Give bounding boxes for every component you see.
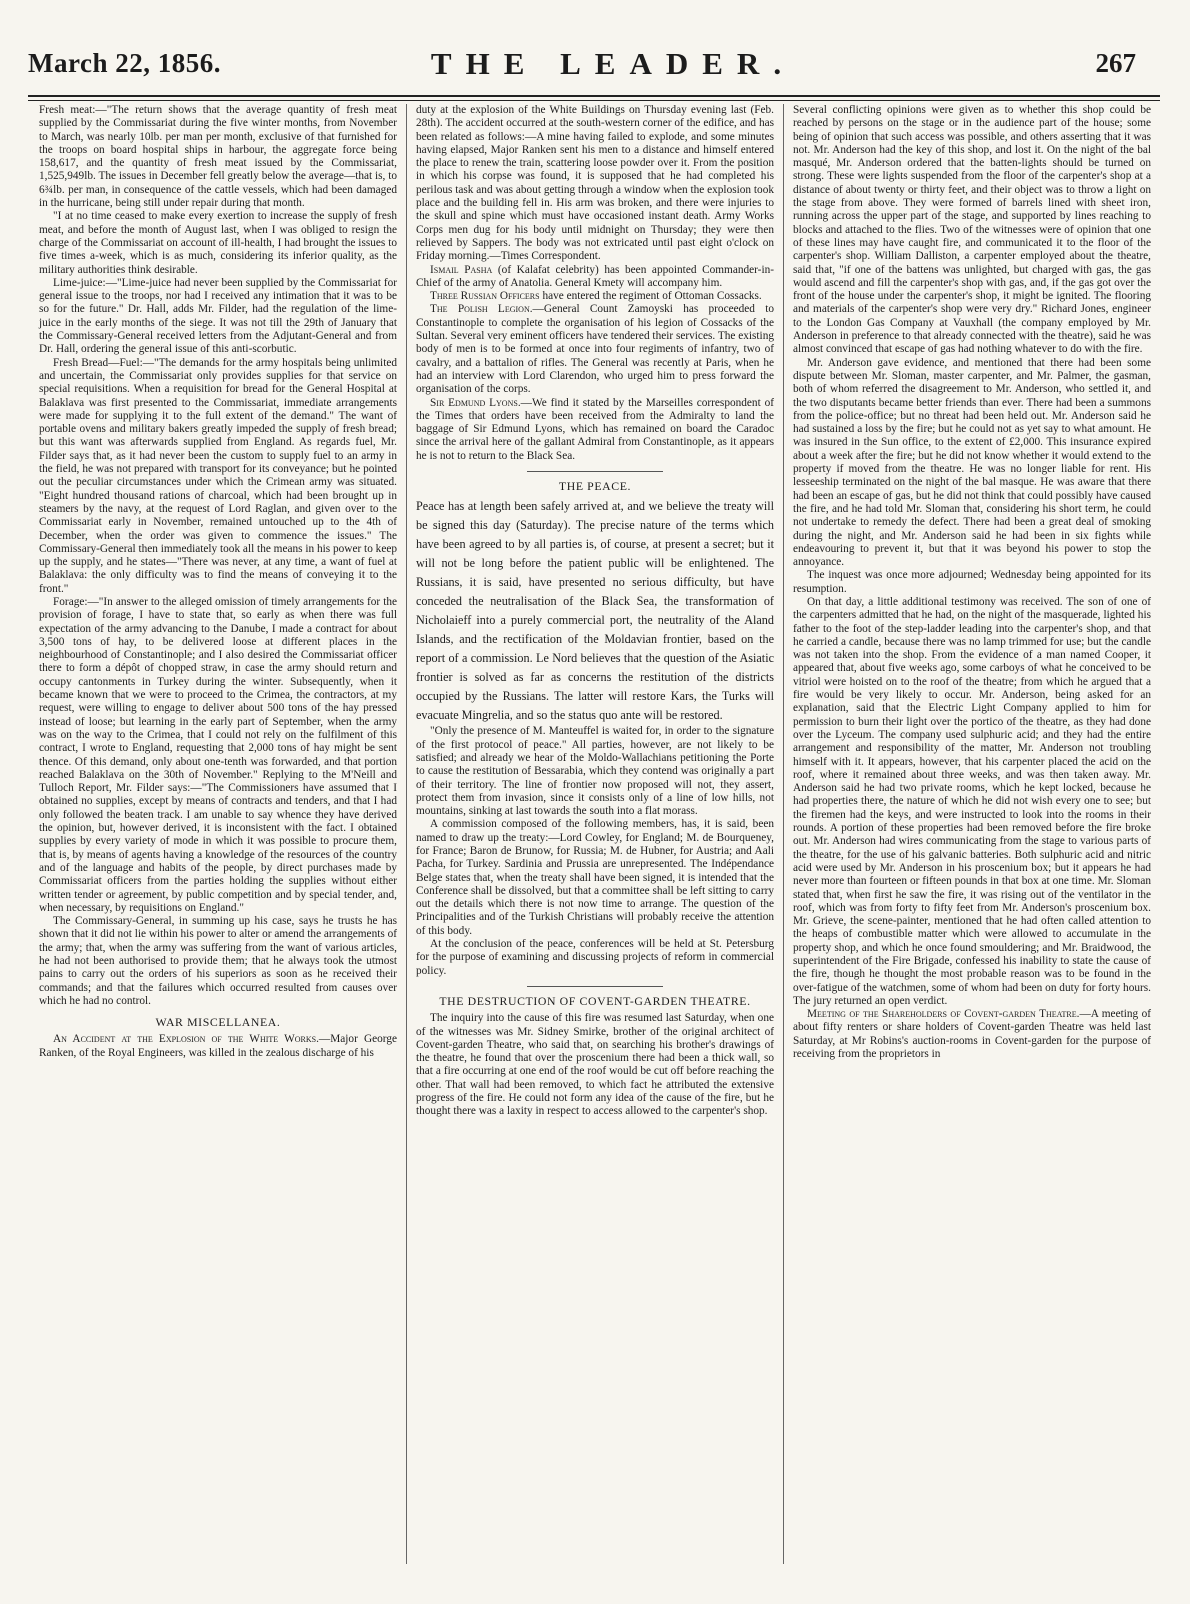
section-heading-war-miscellanea: WAR MISCELLANEA. bbox=[155, 1015, 281, 1030]
paragraph bbox=[416, 290, 774, 303]
issue-date: March 22, 1856. bbox=[28, 48, 221, 78]
paragraph-lead: An Accident at the Explosion of the White Works. bbox=[53, 1033, 319, 1046]
page-number: 267 bbox=[1095, 48, 1136, 78]
column-3 bbox=[783, 104, 1160, 1564]
text-columns bbox=[30, 104, 1160, 1564]
paragraph: A commission composed of the following members, has, it is said, been named to draw up the treaty:—Lord Cowley, for England; M. de Bourqueney, for France; Baron de Brunow, for Russia; M. de Hubner, for Austria; and Aali Pacha, for Turkey. Sardinia and Prussia are unrepresented. The Indépendance Belge states that, when the treaty shall have been signed, it is intended that the Conference shall be dissolved, but that a committee shall be left sitting to carry out the details which there is not now time to arrange. The question of the Principalities and of the Turkish Christians will probably receive the attention of this body. bbox=[416, 818, 774, 937]
paragraph: "I at no time ceased to make every exertion to increase the supply of fresh meat, and before the month of August last, when I was obliged to resign the charge of the Commissariat on account of ill-health, I had brought the issues to five times a-week, which is as much, considering its inferior quality, as the military authorities think desirable. bbox=[39, 210, 397, 276]
paragraph: Lime-juice:—"Lime-juice had never been supplied by the Commissariat for general issue to the troops, nor had I received any intimation that it was to be so for the future." Dr. Hall, adds Mr. Filder, had the regulation of the lime-juice in the early months of the siege. It was not till the 29th of January that the Commissary-General received letters from the Adjutant-General and from Dr. Hall, ordering the general issue of this anti-scorbutic. bbox=[39, 276, 397, 356]
paragraph bbox=[416, 397, 774, 463]
paragraph: Several conflicting opinions were given as to whether this shop could be reached by persons on the stage or in the audience part of the house; some being of opinion that such access was possible, and others asserting that it was not. Mr. Anderson had the key of this shop, and lost it. On the night of the bal masqué, Mr. Anderson ordered that the batten-lights should be turned on strong. These were lights suspended from the floor of the carpenter's shop at a distance of about twenty or thirty feet, and their object was to throw a light on the stage from above. They were formed of barrels lined with sheet iron, running across the upper part of the stage, and supported by lines reaching to blocks and attached to the flies. Two of the witnesses were of opinion that one of these lines may have caught fire, and communicated it to the floor of the carpenter's shop. William Dalliston, a carpenter employed about the theatre, said that, "if one of the battens was unlighted, but charged with gas, the gas would ascend and fill the carpenter's shop with gas, and, if the gas got over the front of the house under the carpenter's shop, it might be ignited. The flooring and materials of the carpenter's shop were very dry." Richard Jones, engineer to the London Gas Company at Vauxhall (the company employed by Mr. Anderson in preference to that already connected with the theatre), said he was almost convinced that escape of gas had nothing whatever to do with the fire. bbox=[793, 104, 1151, 356]
column-1 bbox=[30, 104, 406, 1564]
paragraph-text: (of Kalafat celebrity) has been appointed Commander-in-Chief of the army of Anatolia. General Kmety will accompany him. bbox=[416, 263, 774, 289]
paragraph: The inquest was once more adjourned; Wednesday being appointed for its resumption. bbox=[793, 569, 1151, 595]
paragraph: Peace has at length been safely arrived at, and we believe the treaty will be signed this day (Saturday). The precise nature of the terms which have been agreed to by all parties is, of course, at present a secret; but it will not be long before the patient public will be enlightened. The Russians, it is said, have presented no serious difficulty, but have conceded the neutralisation of the Black Sea, the transformation of Nicholaieff into a purely commercial port, the neutrality of the Aland Islands, and the rectification of the Moldavian frontier, based on the report of a commission. Le Nord believes that the question of the Asiatic frontier is solved as far as concerns the restitution of the districts occupied by the Russians. The latter will restore Kars, the Turks will evacuate Mingrelia, and so the status quo ante will be restored. bbox=[416, 499, 774, 723]
paragraph: The Commissary-General, in summing up his case, says he trusts he has shown that it did not lie within his power to alter or amend the arrangements of the army; that, when the army was suffering from the want of various articles, he had not been authorised to provide them; that he always took the utmost pains to carry out the orders of his superiors as soon as he received their commands; and that the failures which occurred resulted from causes over which he had no control. bbox=[39, 915, 397, 1007]
paragraph-text: have entered the regiment of Ottoman Cossacks. bbox=[542, 290, 762, 303]
paragraph-lead: Sir Edmund Lyons. bbox=[430, 396, 521, 409]
masthead-rule bbox=[28, 95, 1160, 101]
paragraph: "Only the presence of M. Manteuffel is waited for, in order to the signature of the first protocol of peace." All parties, however, are not likely to be satisfied; and already we hear of the Moldo-Wallachians petitioning the Porte to cause the restitution of Bessarabia, which they contend was originally a part of their territory. The line of frontier now proposed will not, they assert, protect them from invasion, since it consists only of a line of low hills, not mountains, sinking at last towards the south into a flat morass. bbox=[416, 725, 774, 818]
paragraph: Fresh meat:—"The return shows that the average quantity of fresh meat supplied by the Commissariat during the five winter months, from November to March, was nearly 10lb. per man per month, exclusive of that furnished for the troops on board hospital ships in harbour, the aggregate force being 158,617, and the quantity of fresh meat issued by the Commissariat, 1,525,949lb. The issues in December fell greatly below the average—that is, to 6¾lb. per man, in consequence of the cattle vessels, which had been damaged in the hurricane, being still under repair during that month. bbox=[39, 104, 397, 210]
column-2 bbox=[406, 104, 783, 1564]
paragraph: At the conclusion of the peace, conferences will be held at St. Petersburg for the purpose of examining and discussing projects of reform in commercial policy. bbox=[416, 938, 774, 977]
newspaper-title: THE LEADER. bbox=[430, 46, 796, 81]
paragraph-text: —We find it stated by the Marseilles correspondent of the Times that orders have been received from the Admiralty to land the baggage of Sir Edmund Lyons, which has remained on board the Caradoc since the arrival here of the gallant Admiral from Constantinople, as it appears he is not to return to the Black Sea. bbox=[416, 396, 774, 462]
paragraph-lead: Three Russian Officers bbox=[430, 290, 540, 303]
section-divider bbox=[527, 986, 663, 987]
paragraph-text: —A meeting of about fifty renters or share holders of Covent-garden Theatre was held last Saturday, at Mr Robins's auction-rooms in Covent-garden for the purpose of receiving from the proprietors in bbox=[793, 1008, 1152, 1061]
paragraph bbox=[793, 1008, 1151, 1061]
paragraph-text: —General Count Zamoyski has proceeded to Constantinople to complete the organisation of his legion of Cossacks of the Sultan. Several very eminent officers have tendered their services. The existing body of men is to be formed at once into four regiments of infantry, two of cavalry, and a battalion of rifles. The General was recently at Paris, when he had an interview with Lord Clarendon, who urged him to press forward the organisation of the corps. bbox=[416, 303, 774, 396]
paragraph: Mr. Anderson gave evidence, and mentioned that there had been some dispute between Mr. Sloman, master carpenter, and Mr. Palmer, the gasman, both of whom referred the disagreement to Mr. Anderson, who settled it, and the two disputants became better friends than ever. There had been a summons from the police-office; but no threat had been held out. Mr. Anderson said he had sustained a loss by the fire; but he could not as yet say to what amount. He was insured in the Sun office, to the extent of £2,000. This insurance expired about a week after the fire; but he did not know whether it would extend to the property if moved from the theatre. He was no longer liable for rent. His lesseeship terminated on the night of the bal masque. He was aware that there had been an escape of gas, but he did not think that could possibly have caused the fire, and he had told Mr. Sloman that, considering his short term, he could not undertake to remedy the defect. There had been a great deal of smoking during the night, and Mr. Anderson said he had been in six fights while endeavouring to prevent it, but that it was beyond his power to stop the annoyance. bbox=[793, 356, 1151, 569]
paragraph-lead: Ismail Pasha bbox=[430, 263, 493, 276]
paragraph bbox=[416, 303, 774, 396]
paragraph-lead: Meeting of the Shareholders of Covent-garden Theatre. bbox=[807, 1008, 1080, 1021]
paragraph: On that day, a little additional testimony was received. The son of one of the carpenters admitted that he had, on the night of the masquerade, lighted his father to the foot of the step-ladder leading into the carpenter's shop, and that he carried a candle, because there was no lamp trimmed for use; but the candle was not taken into the shop. From the evidence of a man named Cooper, it appeared that, about five weeks ago, some carboys of what he conceived to be vitriol were hoisted on to the roof of the theatre; from which he argued that a fire would be very likely to occur. Mr. Anderson, being asked for an explanation, said that the Electric Light Company applied to him for permission to burn their light over the portico of the theatre, as they had done over the Lyceum. The company used sulphuric acid; and they had the entire arrangement and responsibility of the matter, Mr. Anderson not troubling himself with it. It appears, however, that his carpenter placed the acid on the roof, where it remained about three weeks, and was then taken away. Mr. Anderson said he had two private rooms, which he kept locked, because he had properties there, the nature of which he did not wish every one to see; but the firemen had the keys, and were instructed to look into the rooms in their rounds. A portion of these properties had been removed before the fire broke out. Mr. Anderson had wires communicating from the stage to various parts of the theatre, for the use of his galvanic batteries. Both sulphuric acid and nitric acid were used by Mr. Anderson in his proscenium box; but it appears he had never more than fourteen or fifteen pounds in that box at one time. Mr. Sloman stated that, when first he saw the fire, it was rising out of the ventilator in the roof, which was from forty to fifty feet from Mr. Anderson's proscenium box. Mr. Grieve, the scene-painter, mentioned that he had often called attention to the heaps of combustible matter which were allowed to accumulate in the property shop, and which he once found smouldering; and Mr. Braidwood, the superintendent of the Fire Brigade, confessed his inability to state the cause of the fire, though he thought the most probable reason was to be found in the over-fatigue of the watchmen, some of whom had been on duty for forty hours. The jury returned an open verdict. bbox=[793, 595, 1151, 1007]
paragraph bbox=[416, 264, 774, 291]
section-divider bbox=[527, 471, 663, 472]
paragraph: Forage:—"In answer to the alleged omission of timely arrangements for the provision of forage, I have to state that, so early as when there was full expectation of the army advancing to the Danube, I made a contract for about 3,500 tons of hay, to be delivered loose at different places in the neighbourhood of Constantinople; and I also desired the Commissariat officer there to form a dépôt of chopped straw, in case the army should return and occupy cantonments in Turkey during the winter. Subsequently, when it became known that we were to proceed to the Crimea, the contractors, at my request, were willing to engage to deliver about 500 tons of the hay pressed instead of loose; but learning in the early part of September, when the army was on the way to the Crimea, that I could not rely on the fulfilment of this contract, I wrote to England, requesting that 2,000 tons of hay might be sent thence. Of this demand, only about one-tenth was forwarded, and that portion reached Balaklava on the 30th of November." Replying to the M'Neill and Tulloch Report, Mr. Filder says:—"The Commissioners have assumed that I obtained no supplies, except by means of contracts and tenders, and that I had only followed the beaten track. I am unable to say whence they have derived the opinion, but, however derived, it is inconsistent with the fact. I obtained supplies by every variety of mode in which it was possible to procure them, that is, by means of agents having a knowledge of the resources of the country and of the language and habits of the people, by direct purchases made by Commissariat officers from the parties holding the supplies without either written tender or agreement, by public competition and by special tender, and, when necessary, by requisitions on England." bbox=[39, 595, 397, 914]
paragraph bbox=[39, 1033, 397, 1060]
paragraph: Fresh Bread—Fuel:—"The demands for the army hospitals being unlimited and uncertain, the Commissariat only provides supplies for that service on special requisitions. When a requisition for bread for the General Hospital at Balaklava was first presented to the Commissariat, immediate arrangements were made for supplying it to the full extent of the demand." The want of portable ovens and military bakers greatly impeded the supply of fresh bread; but this want was afterwards supplied from England. As regards fuel, Mr. Filder says that, as it had never been the custom to supply fuel to an army in the field, he was not prepared with transport for its conveyance; but he pointed out the peculiar circumstances under which the Crimean army was situated. "Eight hundred thousand rations of charcoal, which had been brought up in steamers by the navy, at the request of Lord Raglan, and given over to the Commissariat early in November, remained untouched up to the 4th of December, when the order was given to commence the issues." The Commissary-General then immediately took all the means in his power to keep up the supply, and he states—"There was never, at any time, a want of fuel at Balaklava: the only difficulty was to find the means of conveying it to the front." bbox=[39, 356, 397, 595]
section-heading-the-peace: THE PEACE. bbox=[558, 479, 632, 494]
paragraph-text: —Major George Ranken, of the Royal Engineers, was killed in the zealous discharge of his bbox=[39, 1033, 397, 1059]
paragraph-lead: The Polish Legion. bbox=[430, 303, 533, 316]
paragraph: The inquiry into the cause of this fire was resumed last Saturday, when one of the witnesses was Mr. Sidney Smirke, brother of the original architect of Covent-garden Theatre, who said that, on searching his brother's drawings of the theatre, he found that over the proscenium there had been a thick wall, so that a fire occurring at one end of the roof would be cut off before reaching the other. That wall had been removed, to which fact he attributed the extensive progress of the fire. He could not form any idea of the cause of the fire, but he thought there was a laxity in respect to access allowed to the carpenter's shop. bbox=[416, 1012, 774, 1118]
masthead bbox=[28, 44, 1170, 84]
section-heading-covent-garden: THE DESTRUCTION OF COVENT-GARDEN THEATRE. bbox=[439, 993, 751, 1008]
paragraph: duty at the explosion of the White Buildings on Thursday evening last (Feb. 28th). The accident occurred at the south-western corner of the edifice, and has been related as follows:—A mine having failed to explode, and some minutes having elapsed, Major Ranken sent his men to a distance and himself entered the place to renew the train, scattering loose powder over it. From the position in which his corpse was found, it is supposed that he had completed his perilous task and was about getting through a window when the explosion took place and the building fell in. His arm was broken, and there were injuries to the skull and spine which must have occasioned instant death. Army Works Corps men dug for his body until midnight on Thursday; they were then relieved by Sappers. The body was not extricated until past eight o'clock on Friday morning.—Times Correspondent. bbox=[416, 104, 774, 263]
